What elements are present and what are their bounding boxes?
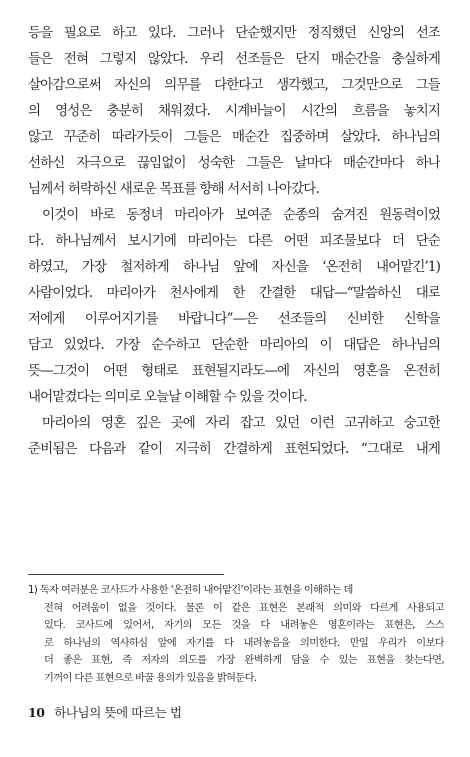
page-number: 10 [28, 705, 45, 720]
footnote [28, 582, 444, 687]
footnote-line: 더 좋은 표현, 즉 저자의 의도를 가장 완벽하게 담을 수 있는 표현을 찾는다면, [44, 655, 444, 666]
text-line: 담고 있었다. 가장 순수하고 단순한 마리아의 이 대답은 하나님의 [28, 337, 440, 353]
main-text [28, 20, 440, 462]
footnote-line: 로 하나님의 역사하심 앞에 자기를 다 내려놓음을 의미한다. 만일 우리가 이보다 [44, 637, 444, 649]
text-line: 준비됨은 다음과 같이 지극히 간결하게 표현되었다. “그대로 내게 [28, 441, 440, 457]
text-line: 살아감으로써 자신의 의무를 다한다고 생각했고, 그것만으로 그들 [28, 77, 440, 93]
footnote-divider [28, 574, 224, 575]
footnote-line: 1) 독자 여러분은 코사드가 사용한 ‘온전히 내어맡긴’이라는 표현을 이해하는 데 [28, 585, 353, 596]
text-line: 님께서 허락하신 새로운 목표를 향해 서서히 나아갔다. [28, 181, 319, 197]
text-line: 내어맡겼다는 의미로 오늘날 이해할 수 있을 것이다. [28, 389, 307, 405]
text-line: 않고 꾸준히 따라가듯이 그들은 매순간 집중하며 살았다. 하나님의 [28, 129, 440, 145]
footnote-line: 기꺼이 다른 표현으로 바꿀 용의가 있음을 밝혀둔다. [44, 672, 257, 684]
running-title: 하나님의 뜻에 따르는 법 [54, 705, 182, 720]
text-line: 저에게 이루어지기를 바랍니다”—은 선조들의 신비한 신학을 [28, 311, 440, 327]
text-line: 들은 전혀 그렇지 않았다. 우리 선조들은 단지 매순간을 충실하게 [28, 51, 440, 67]
text-line: 사람이었다. 마리아가 천사에게 한 간결한 대답—“말씀하신 대로 [28, 285, 440, 301]
text-line: 이것이 바로 동정녀 마리아가 보여준 순종의 숨겨진 원동력이었 [42, 207, 440, 223]
text-line: 다. 하나님께서 보시기에 마리아는 다른 어떤 피조물보다 더 단순 [28, 233, 440, 249]
footnote-line: 전혀 어려움이 없을 것이다. 물론 이 같은 표현은 본래적 의미와 다르게 사용되고 [44, 602, 444, 614]
text-line: 마리아의 영혼 깊은 곳에 자리 잡고 있던 이런 고귀하고 숭고한 [42, 415, 440, 431]
text-line: 하였고, 가장 철저하게 하나님 앞에 자신을 ‘온전히 내어맡긴’1) [28, 259, 440, 275]
text-line: 뜻—그것이 어떤 형태로 표현될지라도—에 자신의 영혼을 온전히 [28, 363, 440, 379]
text-line: 등을 필요로 하고 있다. 그러나 단순했지만 정직했던 신앙의 선조 [28, 25, 440, 41]
page-footer [28, 703, 182, 721]
footnote-line: 있다. 코사드에 있어서, 자기의 모든 것을 다 내려놓은 영혼이라는 표현은, 스스 [44, 620, 444, 631]
text-line: 선하신 자극으로 끊임없이 성숙한 그들은 날마다 매순간마다 하나 [28, 155, 440, 171]
text-line: 의 영성은 충분히 채워졌다. 시계바늘이 시간의 흐름을 놓치지 [28, 103, 440, 119]
